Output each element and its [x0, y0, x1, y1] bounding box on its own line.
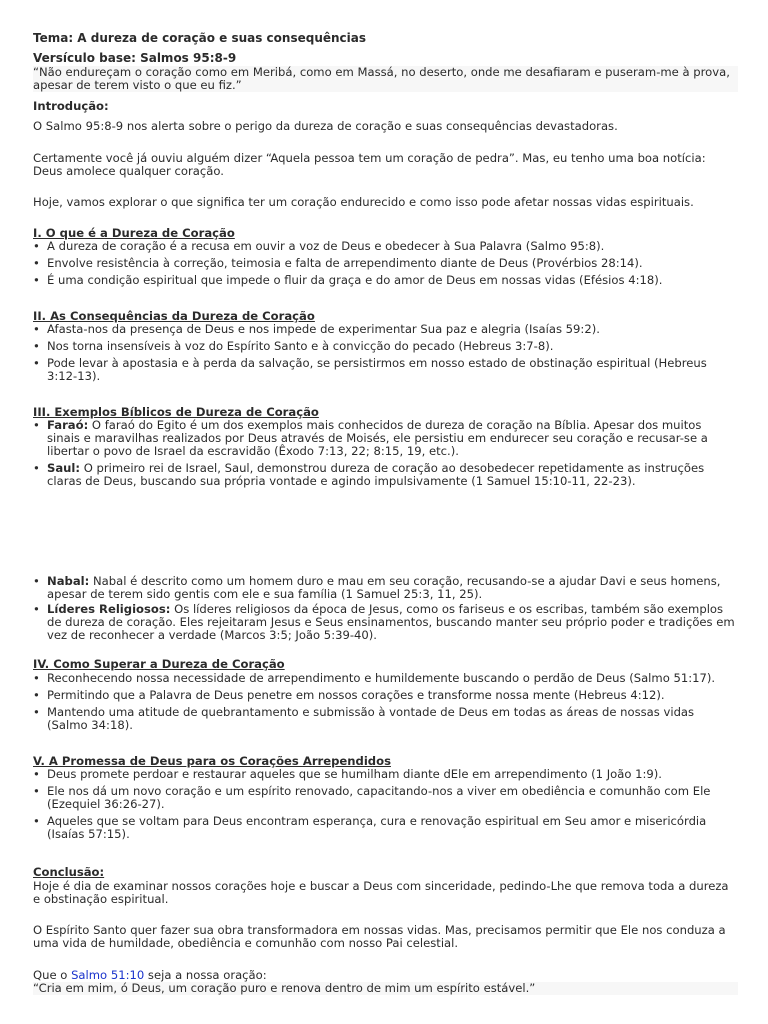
item-text: O primeiro rei de Israel, Saul, demonstrou dureza de coração ao desobedecer repetidamente as instruções claras de Deus, buscando sua própria vontade e agindo impulsivamente (1 Samuel 15:10-11, 22-23). — [47, 461, 705, 488]
salmo-51-10-link[interactable]: Salmo 51:10 — [71, 968, 145, 982]
section-4-list — [33, 672, 738, 736]
item-label: Saul: — [47, 461, 81, 475]
intro-paragraph-3: Hoje, vamos explorar o que significa ter um coração endurecido e como isso pode afetar nossas vidas espirituais. — [33, 195, 694, 209]
intro-heading: Introdução: — [33, 99, 109, 113]
list-item: • Afasta-nos da presença de Deus e nos impede de experimentar Sua paz e alegria (Isaías 59:2). — [33, 323, 738, 336]
item-label: Faraó: — [47, 418, 89, 432]
list-item: • Mantendo uma atitude de quebrantamento e submissão à vontade de Deus em todas as áreas de nossas vidas (Salmo 34:18). — [33, 706, 738, 732]
section-4-heading: IV. Como Superar a Dureza de Coração — [33, 657, 285, 671]
list-item-nabal — [33, 575, 738, 601]
section-3-heading: III. Exemplos Bíblicos de Dureza de Coração — [33, 405, 319, 419]
list-item: • Deus promete perdoar e restaurar aqueles que se humilham diante dEle em arrependimento (1 João 1:9). — [33, 768, 738, 781]
item-text: O faraó do Egito é um dos exemplos mais conhecidos de dureza de coração na Bíblia. Apesar dos muitos sinais e maravilhas realizados por Deus através de Moisés, ele persistiu em endurecer seu coração e recusar-se a libertar o povo de Israel da escravidão (Êxodo 7:13, 22; 8:15, 19, etc.). — [47, 418, 708, 458]
section-1-list — [33, 240, 738, 291]
item-label: Líderes Religiosos: — [47, 602, 171, 616]
theme-title: Tema: A dureza de coração e suas consequências — [33, 31, 367, 45]
list-item: • Envolve resistência à correção, teimosia e falta de arrependimento diante de Deus (Provérbios 28:14). — [33, 257, 738, 270]
conclusion-paragraph-2: O Espírito Santo quer fazer sua obra transformadora em nossas vidas. Mas, precisamos permitir que Ele nos conduza a uma vida de humildade, obediência e comunhão com nosso Pai celestial. — [33, 923, 726, 950]
intro-paragraph-1: O Salmo 95:8-9 nos alerta sobre o perigo da dureza de coração e suas consequências devastadoras. — [33, 119, 618, 133]
list-item: • Nos torna insensíveis à voz do Espírito Santo e à convicção do pecado (Hebreus 3:7-8). — [33, 340, 738, 353]
list-item: • Permitindo que a Palavra de Deus penetre em nossos corações e transforme nossa mente (Hebreus 4:12). — [33, 689, 738, 702]
item-text: Os líderes religiosos da época de Jesus, como os fariseus e os escribas, também são exemplos de dureza de coração. Eles rejeitaram Jesus e Seus ensinamentos, buscando manter seu próprio poder e tradições em vez de reconhecer a verdade (Marcos 3:5; João 5:39-40). — [47, 602, 735, 642]
section-3-list-continued — [33, 575, 738, 646]
prayer-suffix: seja a nossa oração: — [144, 968, 267, 982]
list-item: • A dureza de coração é a recusa em ouvir a voz de Deus e obedecer à Sua Palavra (Salmo 95:8). — [33, 240, 738, 253]
section-2-list — [33, 323, 738, 387]
conclusion-paragraph-1: Hoje é dia de examinar nossos corações hoje e buscar a Deus com sinceridade, pedindo-Lhe que remova toda a dureza e obstinação espiritual. — [33, 879, 729, 906]
list-item: • Reconhecendo nossa necessidade de arrependimento e humildemente buscando o perdão de Deus (Salmo 51:17). — [33, 672, 738, 685]
verse-base-title: Versículo base: Salmos 95:8-9 — [33, 51, 237, 65]
item-text: Nabal é descrito como um homem duro e mau em seu coração, recusando-se a ajudar Davi e seus homens, apesar de terem sido gentis com ele e sua família (1 Samuel 25:3, 11, 25). — [47, 574, 721, 601]
prayer-prefix: Que o — [33, 968, 72, 982]
list-item: • Ele nos dá um novo coração e um espírito renovado, capacitando-nos a viver em obediência e comunhão com Ele (Ezequiel 36:26-27). — [33, 785, 738, 811]
list-item: • Pode levar à apostasia e à perda da salvação, se persistirmos em nosso estado de obstinação espiritual (Hebreus 3:12-13). — [33, 357, 738, 383]
conclusion-heading: Conclusão: — [33, 865, 105, 879]
section-5-heading: V. A Promessa de Deus para os Corações Arrependidos — [33, 754, 391, 768]
section-1-heading: I. O que é a Dureza de Coração — [33, 226, 235, 240]
list-item: • Aqueles que se voltam para Deus encontram esperança, cura e renovação espiritual em Seu amor e misericórdia (Isaías 57:15). — [33, 815, 738, 841]
list-item-lideres — [33, 603, 738, 642]
verse-quote: “Não endureçam o coração como em Meribá, como em Massá, no deserto, onde me desafiaram e puseram-me à prova, apesar de terem visto o que eu fiz.” — [33, 66, 738, 92]
intro-paragraph-2: Certamente você já ouviu alguém dizer “Aquela pessoa tem um coração de pedra”. Mas, eu tenho uma boa notícia: Deus amolece qualquer coração. — [33, 151, 706, 178]
section-3-list — [33, 419, 738, 492]
section-5-list — [33, 768, 738, 845]
section-2-heading: II. As Consequências da Dureza de Coração — [33, 309, 315, 323]
list-item: • É uma condição espiritual que impede o fluir da graça e do amor de Deus em nossas vidas (Efésios 4:18). — [33, 274, 738, 287]
list-item-farao — [33, 419, 738, 458]
item-label: Nabal: — [47, 574, 90, 588]
prayer-quote: “Cria em mim, ó Deus, um coração puro e renova dentro de mim um espírito estável.” — [33, 982, 738, 995]
list-item-saul — [33, 462, 738, 488]
